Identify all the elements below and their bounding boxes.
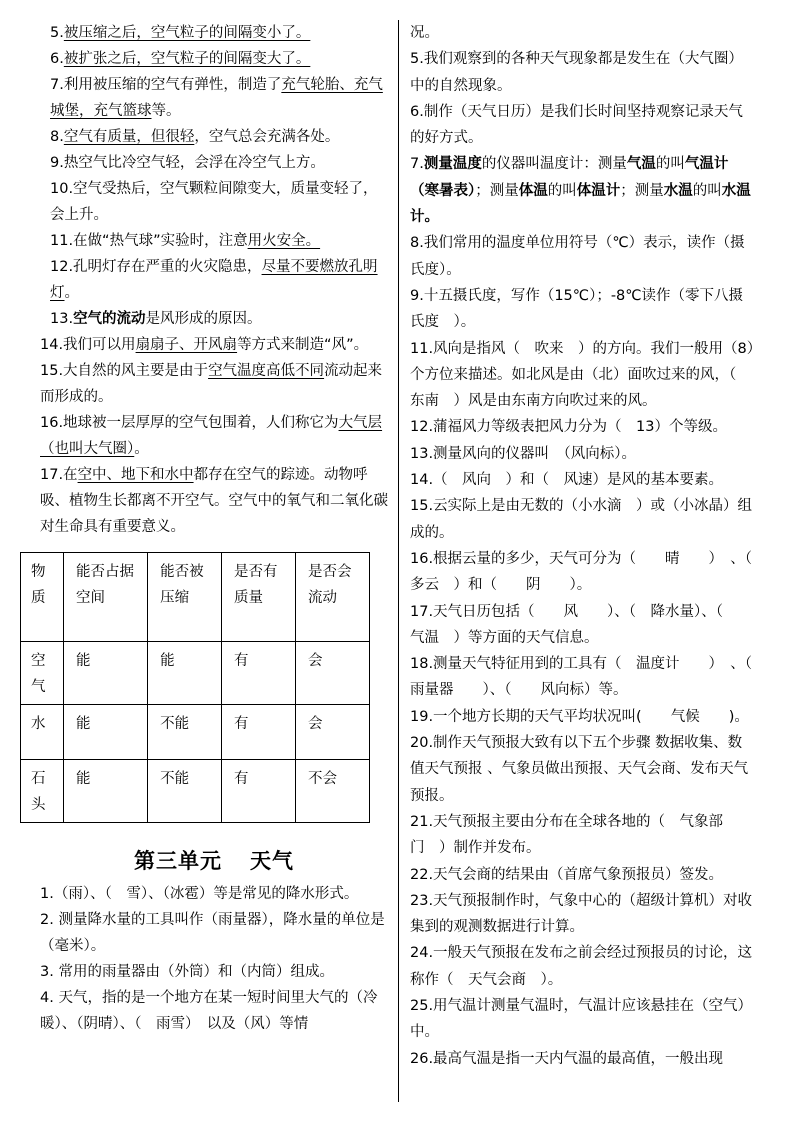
list-item: 10.空气受热后，空气颗粒间隙变大，质量变轻了，会上升。 [50,181,378,223]
table-cell: 有 [222,642,296,705]
list-item: 17.在空中、地下和水中都存在空气的踪迹。动物呼吸、植物生长都离不开空气。空气中的氧气和二氧化碳对生命具有重要意义。 [40,467,388,535]
list-item: 14.（ 风向 ）和（ 风速）是风的基本要素。 [410,472,724,489]
underlined-phrase: 被扩张之后，空气粒子的间隔变大了。 [63,51,311,67]
list-item: 1.（雨）、（ 雪）、（冰雹）等是常见的降水形式。 [40,886,359,902]
list-item: 12.孔明灯存在严重的火灾隐患，尽量不要燃放孔明灯。 [50,259,378,301]
table-cell: 能 [64,760,148,823]
table-header-cell: 是否会流动 [296,553,370,642]
underlined-phrase: 被压缩之后，空气粒子的间隔变小了。 [63,25,311,41]
bold-phrase: 空气的流动 [73,311,146,327]
list-item: 19.一个地方长期的天气平均状况叫( 气候 )。 [410,708,749,725]
table-cell: 能 [64,705,148,760]
list-item: 25.用气温计测量气温时，气温计应该悬挂在（空气）中。 [410,997,753,1041]
list-item: 4. 天气，指的是一个地方在某一短时间里大气的（冷暖）、（阴晴）、（ 雨雪） 以及（风）等情 [40,990,378,1032]
list-item: 23.天气预报制作时，气象中心的（超级计算机）对收集到的观测数据进行计算。 [410,892,753,936]
list-item: 18.测量天气特征用到的工具有（ 温度计 ） 、（ 雨量器 ）、（ 风向标）等。 [410,656,782,699]
list-item: 17.天气日历包括（ 风 ）、（ 降水量）、（ 气温 ）等方面的天气信息。 [410,603,753,646]
table-cell: 不会 [296,760,370,823]
unit-number: 第三单元 [134,848,222,873]
underlined-phrase: 空中、地下和水中 [77,467,194,483]
underlined-phrase: 空气温度高低不同 [208,363,325,379]
list-item: 13.测量风向的仪器叫 （风向标）。 [410,445,637,462]
underlined-phrase: 空气有质量，但很轻 [63,129,195,145]
list-item: 22.天气会商的结果由（首席气象预报员）签发。 [410,866,724,883]
list-item: 5.被压缩之后，空气粒子的间隔变小了。 [50,25,311,41]
table-row [21,642,370,705]
table-header-cell: 能否占据空间 [64,553,148,642]
list-item: 13.空气的流动是风形成的原因。 [50,311,262,327]
list-item: 7.测量温度的仪器叫温度计：测量气温的叫气温计（寒暑表）；测量体温的叫体温计；测量水温的叫水温计。 [410,156,751,226]
table-header-cell: 能否被压缩 [148,553,222,642]
right-notes-list [410,20,782,1072]
list-item: 6.制作（天气日历）是我们长时间坚持观察记录天气的好方式。 [410,103,743,147]
underlined-phrase: 用火安全。 [247,233,321,249]
bold-phrase: 测量温度 [423,156,482,173]
list-item: 11.风向是指风（ 吹来 ）的方向。我们一般用（8）个方位来描述。如北风是由（北）面吹过来的风，（ 东南 ）风是由东南方向吹过来的风。 [410,340,755,410]
list-item: 15.大自然的风主要是由于空气温度高低不同流动起来而形成的。 [40,363,383,405]
list-item: 16.地球被一层厚厚的空气包围着，人们称它为大气层（也叫大气圈）。 [40,415,383,457]
table-cell: 石头 [21,760,64,823]
column-divider [398,20,399,1102]
underlined-phrase: 扇扇子、开风扇 [135,337,238,353]
table-cell: 不能 [148,705,222,760]
unit-title [40,845,388,875]
unit-three-list [40,881,388,1037]
list-item: 16.根据云量的多少，天气可分为（ 晴 ） 、（ 多云 ）和（ 阴 ）。 [410,550,782,594]
table-row [21,705,370,760]
bold-phrase: 体温计 [576,182,621,199]
left-column [31,20,388,1037]
table-header-cell: 是否有质量 [222,553,296,642]
underlined-phrase: 充气轮胎、充气城堡，充气篮球 [50,77,383,119]
list-item: 5.我们观察到的各种天气现象都是发生在（大气圈）中的自然现象。 [410,51,743,94]
list-item: 21.天气预报主要由分布在全球各地的（ 气象部门 ）制作并发布。 [410,813,724,857]
list-item: 2. 测量降水量的工具叫作（雨量器），降水量的单位是（毫米）。 [40,912,385,954]
bold-phrase: 水温计。 [410,182,751,226]
bold-phrase: 水温 [663,182,693,199]
right-column [410,20,782,1072]
list-item: 9.热空气比冷空气轻，会浮在冷空气上方。 [50,155,325,171]
list-item: 15.云实际上是由无数的（小水滴 ）或（小冰晶）组成的。 [410,498,753,541]
list-item: 12.蒲福风力等级表把风力分为（ 13）个等级。 [410,419,728,436]
bold-phrase: 气温 [626,156,656,173]
table-row [21,760,370,823]
underlined-phrase: 尽量不要燃放孔明灯 [50,259,378,301]
table-cell: 不能 [148,760,222,823]
table-header-cell: 物质 [21,553,64,642]
table-cell: 水 [21,705,64,760]
list-item: 24.一般天气预报在发布之前会经过预报员的讨论，这称作（ 天气会商 ）。 [410,945,753,988]
table-cell: 有 [222,760,296,823]
matter-properties-table [20,552,370,823]
list-item: 7.利用被压缩的空气有弹性，制造了充气轮胎、充气城堡，充气篮球等。 [50,77,383,119]
list-item: 3. 常用的雨量器由（外筒）和（内筒）组成。 [40,964,334,980]
left-notes-list [40,20,388,540]
bold-phrase: 体温 [518,182,548,199]
table-header-row [21,553,370,642]
list-item: 11.在做“热气球”实验时，注意用火安全。 [50,233,321,249]
list-item: 8.空气有质量，但很轻，空气总会充满各处。 [50,129,340,145]
table-cell: 会 [296,642,370,705]
list-item: 26.最高气温是指一天内气温的最高值，一般出现 [410,1050,724,1067]
underlined-phrase: 大气层（也叫大气圈） [40,415,383,457]
table-cell: 会 [296,705,370,760]
list-item: 6.被扩张之后，空气粒子的间隔变大了。 [50,51,311,67]
bold-phrase: 气温计（寒暑表） [410,156,729,199]
unit-name: 天气 [250,848,294,873]
table-cell: 有 [222,705,296,760]
list-item: 14.我们可以用扇扇子、开风扇等方式来制造“风”。 [40,337,369,353]
table-cell: 能 [148,642,222,705]
list-item: 况。 [410,25,439,41]
list-item: 8.我们常用的温度单位用符号（℃）表示，读作（摄氏度）。 [410,235,745,278]
table-cell: 能 [64,642,148,705]
list-item: 20.制作天气预报大致有以下五个步骤 数据收集、数值天气预报 、气象员做出预报、天气会商、发布天气预报。 [410,735,749,804]
table-cell: 空气 [21,642,64,705]
list-item: 9.十五摄氏度，写作（15℃）；-8℃读作（零下八摄氏度 ）。 [410,287,744,331]
